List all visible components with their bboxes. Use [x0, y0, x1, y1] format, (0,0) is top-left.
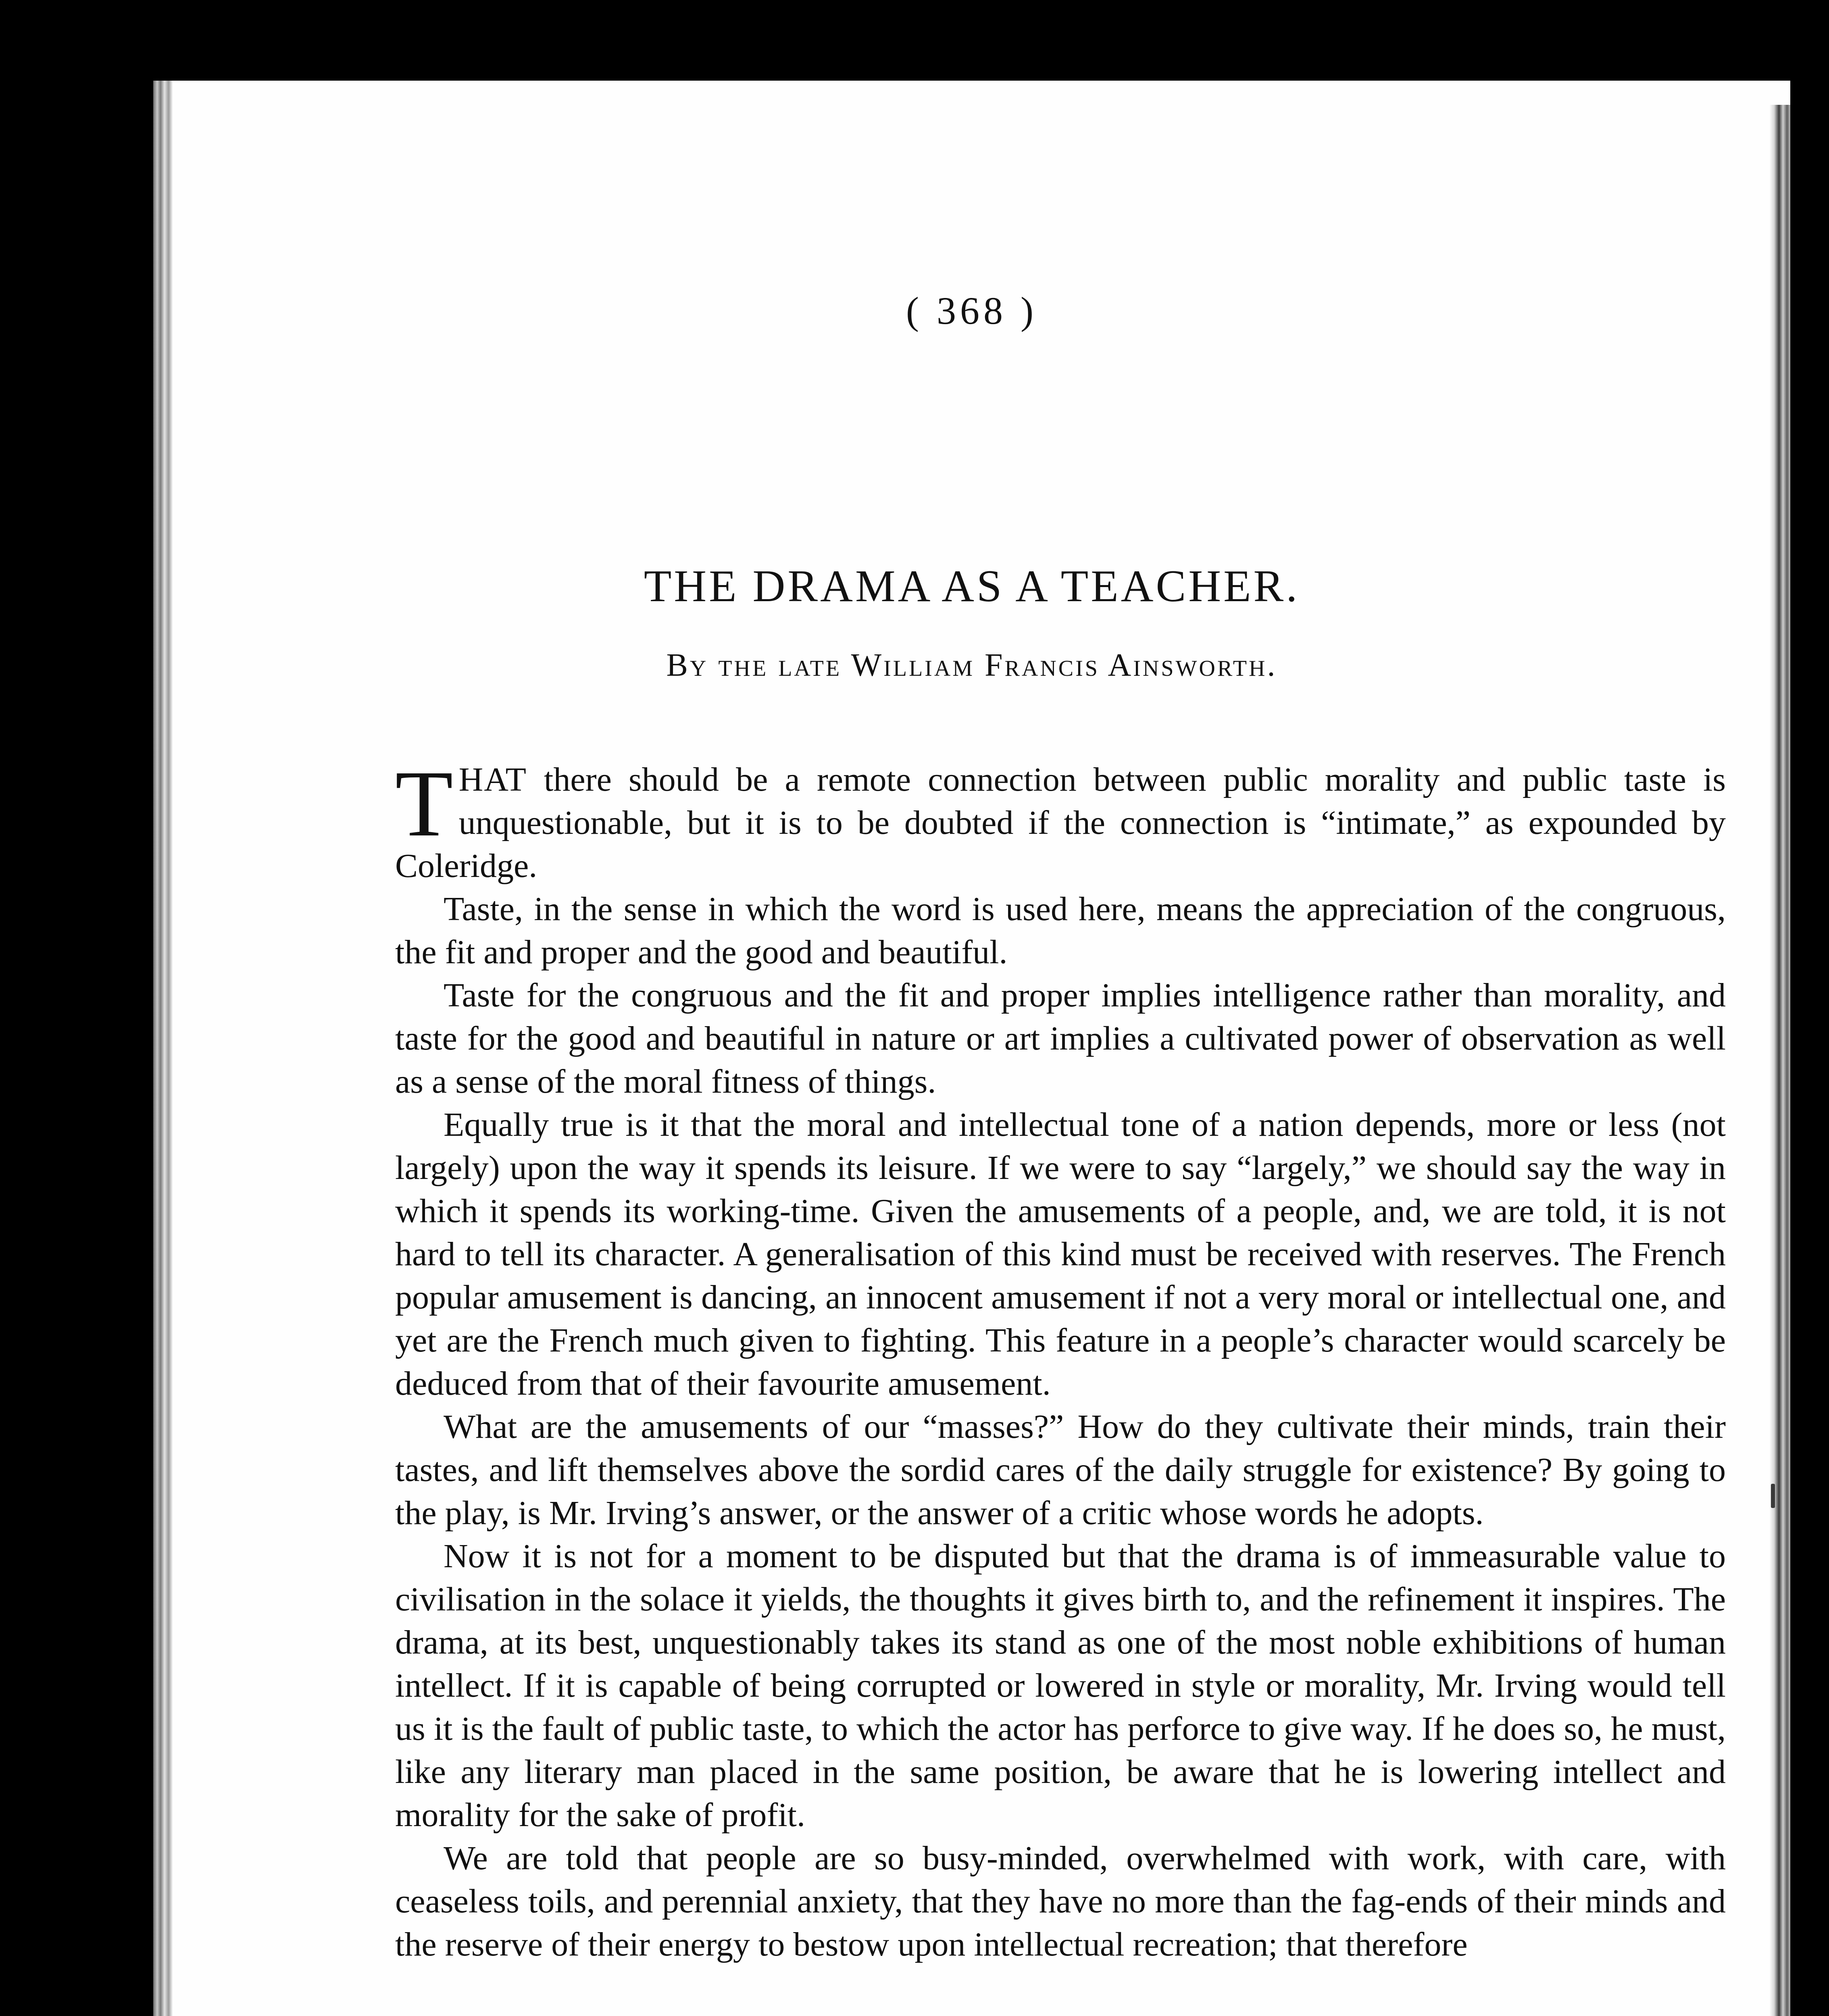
paragraph-6: Now it is not for a moment to be disputed but that the drama is of immeasurable value to civilisation in the solace it yields, the thoughts it gives birth to, and the refinement it inspires. The drama, at its best, unquestionably takes its stand as one of the most noble exhibitions of human intellect. If it is capable of being corrupted or lowered in style or morality, Mr. Irving would tell us it is the fault of public taste, to which the actor has perforce to give way. If he does so, he must, like any literary man placed in the same position, be aware that he is lowering intellect and morality for the sake of profit.: [395, 1537, 1726, 1834]
page-binding-edge: [153, 81, 173, 2016]
paragraph-text: there should be a remote connection between public morality and public taste is unquestionable, but it is to be doubted if the connection is “intimate,” as expounded by Coleridge.: [395, 761, 1726, 885]
opening-caps: HAT: [458, 761, 527, 798]
paragraph-5: What are the amusements of our “masses?” How do they cultivate their minds, train their tastes, and lift themselves above the sordid cares of the daily struggle for existence? By going to the play, is Mr. Irving’s answer, or the answer of a critic whose words he adopts.: [395, 1408, 1726, 1532]
paragraph-3: Taste for the congruous and the fit and proper implies intelligence rather than morality, and taste for the good and beautiful in nature or art implies a cultivated power of observation as well as a sense of the moral fitness of things.: [395, 977, 1726, 1100]
paragraph-4: Equally true is it that the moral and intellectual tone of a nation depends, more or less (not largely) upon the way it spends its leisure. If we were to say “largely,” we should say the way in which it spends its working-time. Given the amusements of a people, and, we are told, it is not hard to tell its character. A generalisation of this kind must be received with reserves. The French popular amusement is dancing, an innocent amusement if not a very moral or intellectual one, and yet are the French much given to fighting. This feature in a people’s character would scarcely be deduced from that of their favourite amusement.: [395, 1106, 1726, 1402]
book-page: [153, 81, 1790, 2016]
paragraph-2: Taste, in the sense in which the word is used here, means the appreciation of the congruous, the fit and proper and the good and beautiful.: [395, 890, 1726, 971]
page-number: ( 368 ): [906, 289, 1037, 332]
article-byline: By the late William Francis Ainsworth.: [666, 648, 1277, 683]
drop-cap: T: [395, 751, 453, 856]
article-title: THE DRAMA AS A TEACHER.: [644, 561, 1300, 611]
page-fore-edge: [1769, 105, 1790, 2016]
edge-mark: [1771, 1484, 1775, 1508]
article-body: [395, 751, 1726, 1966]
paragraph-1: [395, 751, 1726, 887]
paragraph-7: We are told that people are so busy-minded, overwhelmed with work, with care, with ceaseless toils, and perennial anxiety, that they have no more than the fag-ends of their minds and the reserve of their energy to bestow upon intellectual recreation; that therefore: [395, 1839, 1726, 1963]
